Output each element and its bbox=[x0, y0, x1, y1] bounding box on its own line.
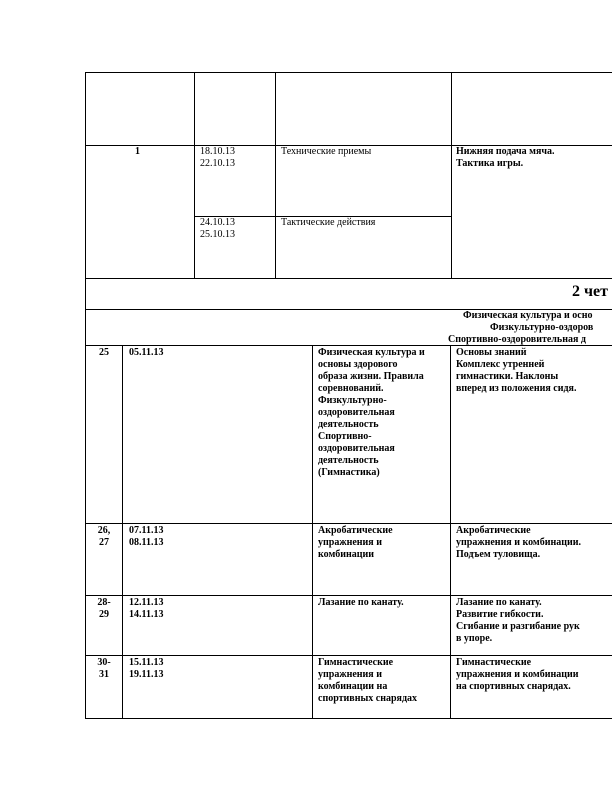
lesson-content: Гимнастические упражнения и комбинации на спортивных снарядах. bbox=[456, 657, 579, 692]
section-heading-line3: Спортивно-оздоровительная д bbox=[448, 334, 586, 345]
row-number: 1 bbox=[135, 146, 140, 157]
lesson-number: 26, 27 bbox=[97, 525, 111, 548]
lesson-content: Акробатические упражнения и комбинации. Подъем туловища. bbox=[456, 525, 582, 560]
lesson-number: 25 bbox=[99, 347, 109, 358]
lesson-content: Основы знаний Комплекс утренней гимнастики. Наклоны вперед из положения сидя. bbox=[456, 347, 577, 394]
lesson-topic: Физическая культура и основы здорового образа жизни. Правила соревнований. Физкультурно- оздоровительная деятельность Спортивно- оздоровительная деятельность (Гимнастика) bbox=[318, 347, 425, 478]
lesson-content: Лазание по канату. Развитие гибкости. Сгибание и разгибание рук в упоре. bbox=[456, 597, 580, 644]
lesson-topic: Лазание по канату. bbox=[318, 597, 404, 608]
lesson-dates: 07.11.13 08.11.13 bbox=[129, 525, 164, 548]
quarter-heading: 2 чет bbox=[572, 283, 608, 300]
section-heading-line2: Физкультурно-оздоров bbox=[490, 322, 594, 333]
section-heading-line1: Физическая культура и осно bbox=[463, 310, 593, 321]
row-content: Нижняя подача мяча. Тактика игры. bbox=[456, 146, 555, 169]
row-dates: 24.10.13 25.10.13 bbox=[200, 217, 235, 240]
lesson-dates: 12.11.13 14.11.13 bbox=[129, 597, 164, 620]
lesson-number: 30- 31 bbox=[97, 657, 111, 680]
row-topic: Технические приемы bbox=[281, 146, 372, 157]
row-dates: 18.10.13 22.10.13 bbox=[200, 146, 235, 169]
lesson-topic: Акробатические упражнения и комбинации bbox=[318, 525, 393, 560]
lesson-dates: 05.11.13 bbox=[129, 347, 164, 358]
lesson-topic: Гимнастические упражнения и комбинации на спортивных снарядах bbox=[318, 657, 418, 704]
lesson-dates: 15.11.13 19.11.13 bbox=[129, 657, 164, 680]
lesson-number: 28- 29 bbox=[97, 597, 111, 620]
row-topic: Тактические действия bbox=[281, 217, 376, 228]
